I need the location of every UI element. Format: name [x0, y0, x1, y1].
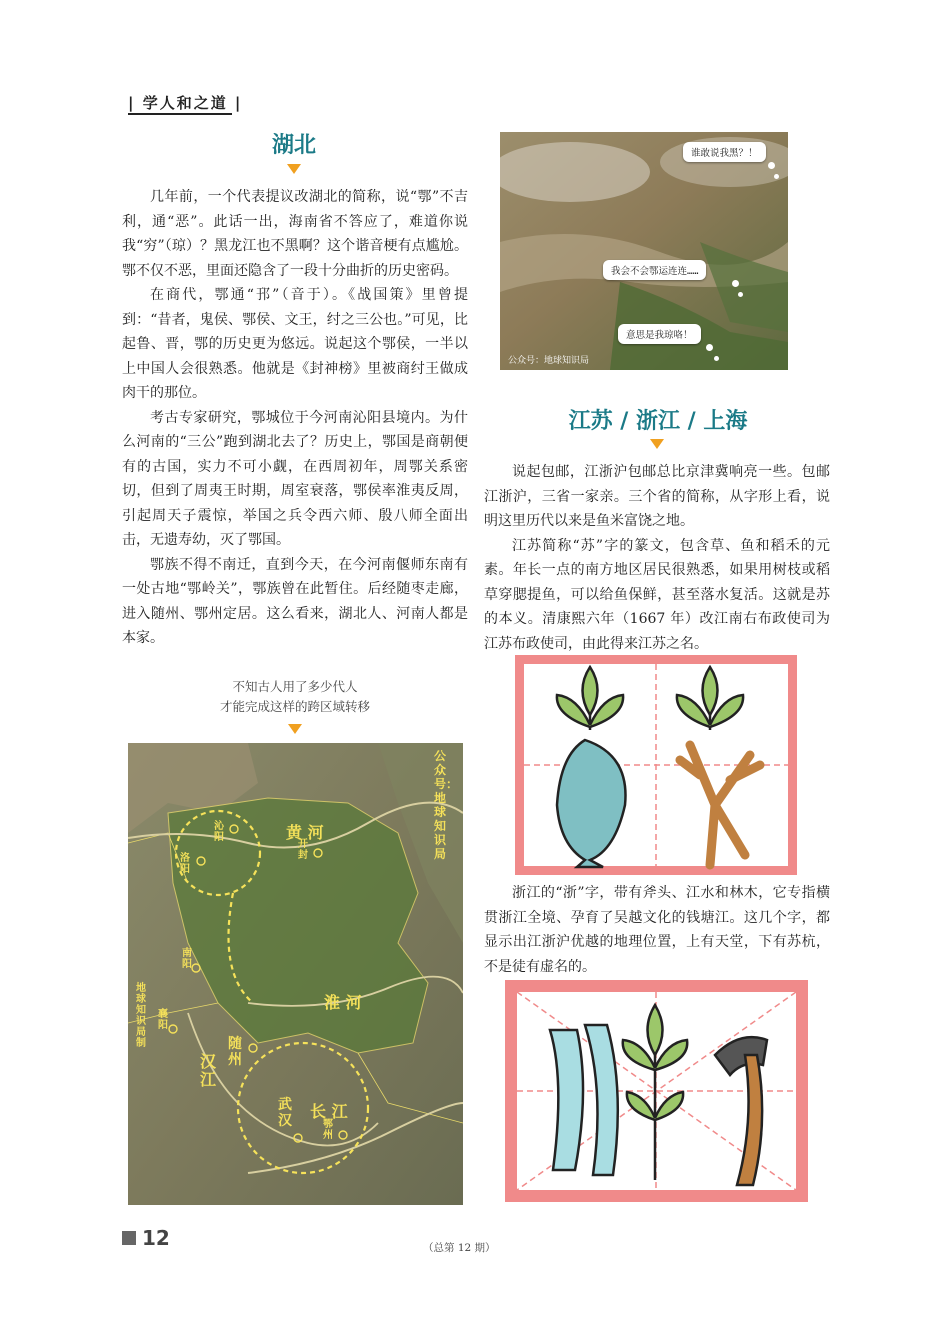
hubei-paragraph-4: 鄂族不得不南迁，直到今天，在今河南偃师东南有一处古地“鄂岭关”，鄂族曾在此暂住。后经随枣走廊，进入随州、鄂州定居。这么看来，湖北人、河南人都是本家。: [122, 556, 468, 646]
map-watermark-right: 公众号：地球知识局: [434, 749, 459, 861]
speech-bubble-2: 我会不会鄂运连连……: [603, 260, 706, 280]
map-image: [128, 743, 463, 1205]
column-header: | 学人和之道 |: [128, 94, 243, 112]
map-label-han-river: 汉 江: [200, 1052, 217, 1089]
title-marker-icon: [287, 164, 301, 174]
satellite-image: [500, 132, 788, 370]
caption-marker-icon: [288, 724, 302, 734]
map-label-ezhou: 鄂州: [323, 1119, 333, 1141]
map-label-wuhan: 武汉: [278, 1097, 292, 1129]
hubei-body: [122, 185, 468, 651]
speech-bubble-1: 谁敢说我黑？！: [683, 142, 766, 162]
zhe-glyph-drawing: [505, 980, 808, 1202]
map-label-kaifeng: 开封: [298, 839, 308, 861]
su-glyph-drawing: [515, 655, 797, 875]
hubei-paragraph-2: 在商代，鄂通“邘”（音于）。《战国策》里曾提到：“昔者，鬼侯、鄂侯、文王，纣之三公也。”可见，比起鲁、晋，鄂的历史更为悠远。说起这个鄂侯，一半以上中国人会很熟悉。他就是《封神榜》里被商纣王做成肉干的那位。: [122, 287, 468, 401]
jzs-paragraph-2: 江苏简称“苏”字的篆文，包含草、鱼和稻禾的元素。年长一点的南方地区居民很熟悉，如果用树枝或稻草穿腮提鱼，可以给鱼保鲜，甚至落水复活。这就是苏的本义。清康熙六年（1667 年）改江南右布政使司为江苏布政使司，由此得来江苏之名。: [484, 537, 830, 652]
map-label-xiangyang: 襄阳: [158, 1009, 168, 1031]
migration-map: [128, 743, 463, 1205]
map-label-nanyang: 南阳: [182, 948, 192, 970]
zhe-character-illustration: [505, 980, 808, 1202]
map-watermark-left: 地球知识局制: [136, 983, 146, 1049]
bubble-tail-dot: [738, 292, 743, 297]
bubble-tail-dot: [768, 162, 775, 169]
map-label-huai-river: 淮 河: [324, 993, 362, 1012]
speech-bubble-3: 意思是我琼咯！: [618, 324, 701, 344]
bubble-tail-dot: [774, 174, 779, 179]
bubble-tail-dot: [732, 280, 739, 287]
section-title-hubei: 湖北: [271, 133, 316, 158]
jzs-paragraph-3: 浙江的“浙”字，带有斧头、江水和林木，它专指横贯浙江全境、孕育了吴越文化的钱塘江。这几个字，都显示出江浙沪优越的地理位置，上有天堂，下有苏杭，不是徒有虚名的。: [484, 885, 830, 975]
map-label-yellow-river: 黄 河: [286, 823, 324, 842]
page-number-marker: [122, 1231, 136, 1245]
header-underline: [128, 113, 232, 115]
map-caption-line-2: 才能完成这样的跨区域转移: [219, 699, 370, 714]
map-label-yangtze: 长 江: [310, 1102, 348, 1121]
title-marker-icon: [650, 439, 664, 449]
map-label-suizhou: 随州: [228, 1036, 242, 1068]
hubei-paragraph-1: 几年前，一个代表提议改湖北的简称，说“鄂”不吉利，通“恶”。此话一出，海南省不答应了，难道你说我“穷”（琼）？黑龙江也不黑啊？这个谐音梗有点尴尬。鄂不仅不恶，里面还隐含了一段十分曲折的历史密码。: [122, 189, 468, 279]
jzs-body: [484, 460, 830, 656]
jzs-body-2: [484, 881, 830, 979]
issue-number: （总第 12 期）: [423, 1242, 496, 1254]
satellite-watermark: 公众号：地球知识局: [508, 356, 590, 366]
hubei-paragraph-3: 考古专家研究，鄂城位于今河南沁阳县境内。为什么河南的“三公”跑到湖北去了？历史上，鄂国是商朝便有的古国，实力不可小觑，在西周初年，周鄂关系密切，但到了周夷王时期，周室衰落，鄂侯率淮夷反周，引起周天子震惊，举国之兵令西六师、殷八师全面出击，无遗寿幼，灭了鄂国。: [122, 409, 468, 548]
map-caption: [130, 677, 460, 717]
bubble-tail-dot: [714, 356, 719, 361]
map-label-luoyang: 洛阳: [180, 853, 190, 875]
map-label-qinyang: 沁阳: [214, 821, 224, 843]
su-character-illustration: [515, 655, 797, 875]
jzs-paragraph-1: 说起包邮，江浙沪包邮总比京津冀响亮一些。包邮江浙沪，三省一家亲。三个省的简称，从字形上看，说明这里历代以来是鱼米富饶之地。: [484, 464, 830, 529]
map-caption-line-1: 不知古人用了多少代人: [232, 679, 358, 694]
page-number: 12: [142, 1226, 170, 1250]
section-title-jzs: 江苏 / 浙江 / 上海: [568, 409, 748, 434]
bubble-tail-dot: [706, 344, 713, 351]
